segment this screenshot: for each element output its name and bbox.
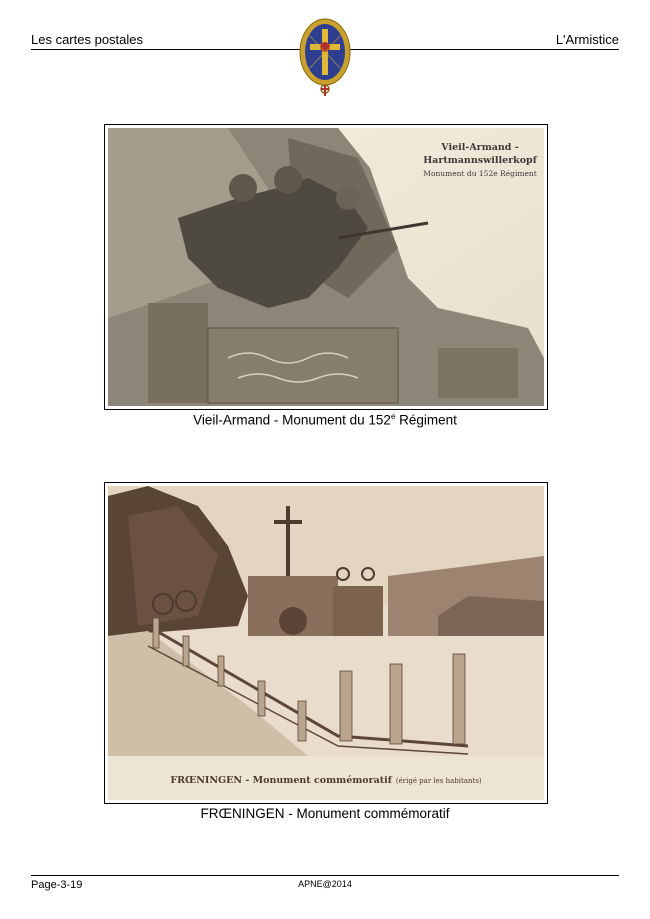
postcard-froeningen <box>104 482 548 804</box>
postcard-vieil-armand-image <box>108 128 544 406</box>
caption-froeningen: FRŒNINGEN - Monument commémoratif <box>200 806 450 821</box>
footer-copyright: APNE@2014 <box>298 879 352 889</box>
postcard-line2: Hartmannswillerkopf <box>423 155 537 166</box>
postcard2-title: FRŒNINGEN - Monument commémoratif <box>170 775 392 786</box>
postcard-line1: Vieil-Armand - <box>441 142 519 153</box>
caption-superscript: e <box>390 412 396 421</box>
postcard-line3: Monument du 152e Régiment <box>423 169 537 178</box>
page-number: Page-3-19 <box>31 879 83 891</box>
postcard-froeningen-image <box>108 486 544 800</box>
caption-text: Vieil-Armand - Monument du 152 <box>193 412 391 428</box>
postcard-vieil-armand <box>104 124 548 410</box>
footer-rule <box>31 875 619 876</box>
header-right-title: L'Armistice <box>555 32 619 47</box>
caption-vieil-armand <box>0 412 650 428</box>
caption-text-end: Régiment <box>395 412 457 428</box>
postcard2-subtitle: (érigé par les habitants) <box>395 777 482 785</box>
header-left-title: Les cartes postales <box>31 32 144 47</box>
coat-of-arms-emblem <box>298 16 352 100</box>
